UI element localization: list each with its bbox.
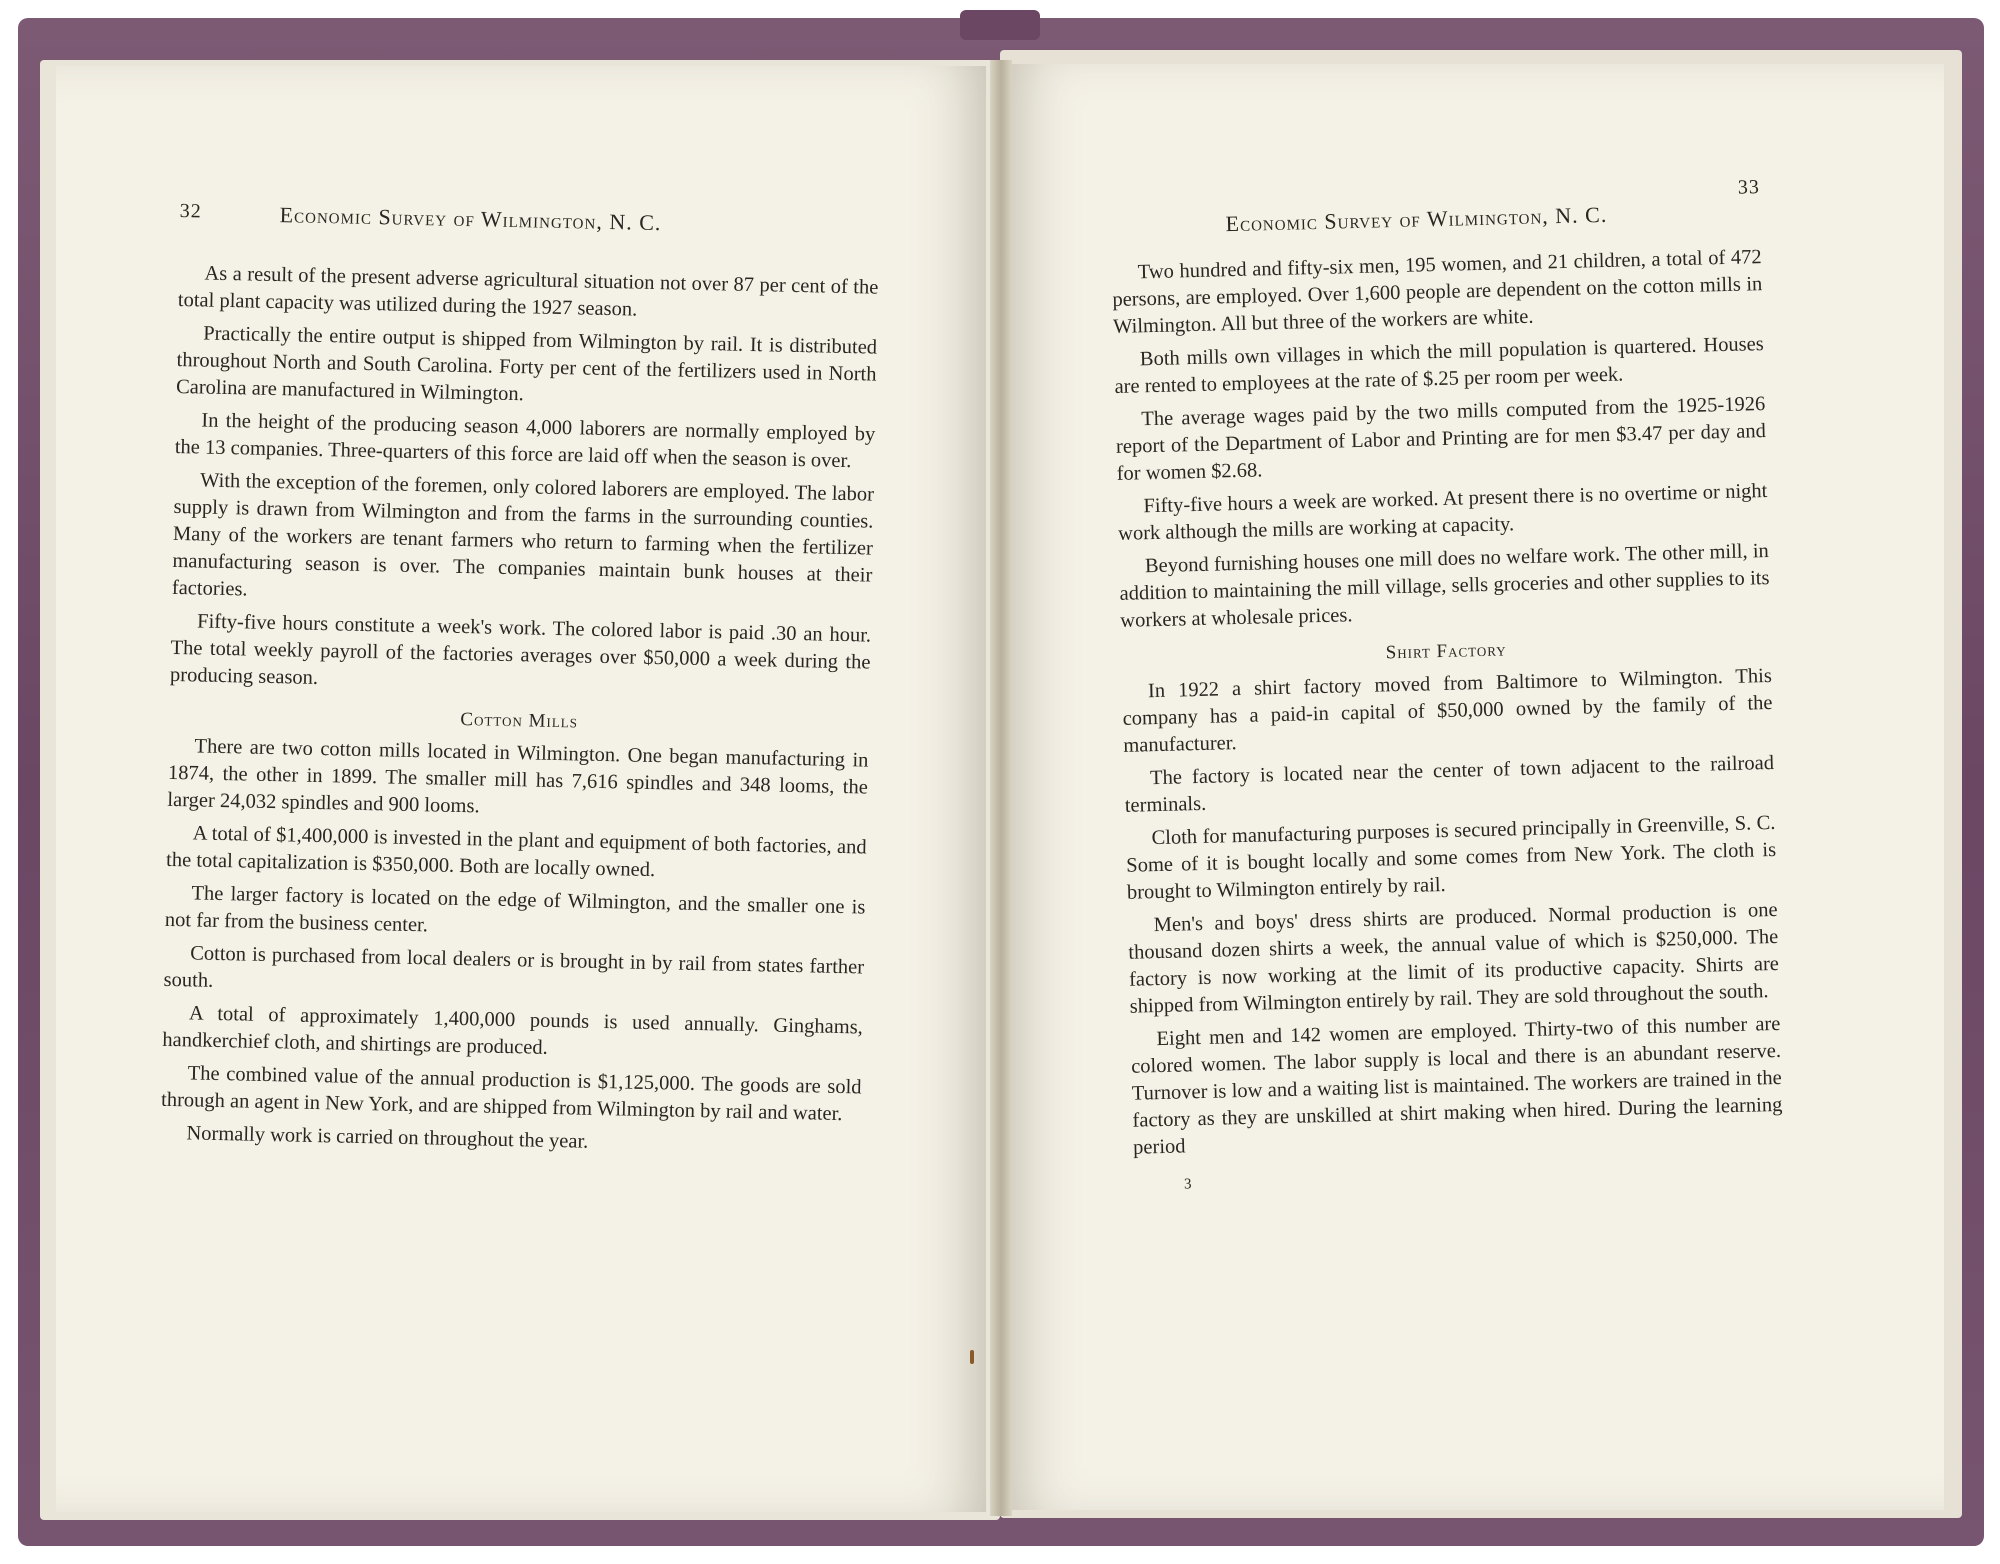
paragraph: Cloth for manufacturing purposes is secured principally in Greenville, S. C. Some of it is bought locally and some comes from New York. The cloth is brought to Wilmington entirely by rail. <box>1126 811 1777 904</box>
paragraph: Normally work is carried on throughout the year. <box>186 1122 589 1153</box>
cover-spine <box>960 10 1040 40</box>
paragraph: The factory is located near the center of town adjacent to the railroad terminals. <box>1124 751 1775 817</box>
left-header-title: Economic Survey of Wilmington, N. C. <box>279 202 662 236</box>
paragraph: Men's and boys' dress shirts are produced. Normal production is one thousand dozen shirts a week, the annual value of which is $250,000. The factory is now working at the limit of its productive capacity. Shirts are shipped from Wilmington entirely by rail. They are sold throughout the south. <box>1128 898 1780 1018</box>
paragraph: With the exception of the foremen, only colored laborers are employed. The labor supply is drawn from Wilmington and from the farms in the surrounding counties. Many of the workers are tenant farmers who return to farming when the fertilizer manufacturing season is over. The companies maintain bunk houses at their factories. <box>171 469 875 601</box>
paragraph: Fifty-five hours constitute a week's work. The colored labor is paid .30 an hour. The total weekly payroll of the factories averages over $50,000 a week during the producing season. <box>169 610 872 689</box>
right-page-text <box>1110 176 1784 1195</box>
book-gutter <box>990 60 1012 1516</box>
paragraph: Both mills own villages in which the mill population is quartered. Houses are rented to employees at the rate of $.25 per room per week. <box>1114 333 1764 398</box>
left-paragraphs-a <box>170 260 879 704</box>
paragraph: The larger factory is located on the edge of Wilmington, and the smaller one is not far from the business center. <box>164 882 866 937</box>
signature-mark: 3 <box>1183 1176 1192 1193</box>
paragraph: In the height of the producing season 4,000 laborers are normally employed by the 13 companies. Three-quarters of this force are laid off when the season is over. <box>174 409 876 473</box>
section-heading-cotton-mills: Cotton Mills <box>460 708 579 733</box>
paragraph: Two hundred and fifty-six men, 195 women, and 21 children, a total of 472 persons, are employed. Over 1,600 people are dependent on the cotton mills in Wilmington. All but three of the workers are white. <box>1112 246 1763 338</box>
paragraph: Eight men and 142 women are employed. Thirty-two of this number are colored women. The labor supply is local and there is an abundant reserve. Turnover is low and a waiting list is maintained. The workers are trained in the factory as they are unskilled at shirt making when hired. During the learning period <box>1130 1012 1783 1159</box>
paper-speck <box>970 1350 974 1364</box>
left-paragraphs-b <box>160 733 869 1162</box>
paragraph: A total of approximately 1,400,000 pounds is used annually. Ginghams, handkerchief cloth, and shirtings are produced. <box>162 1002 864 1059</box>
left-page-number: 32 <box>179 200 202 223</box>
paragraph: The average wages paid by the two mills computed from the 1925-1926 report of the Department of Labor and Printing are for men $3.47 per day and for women $2.68. <box>1115 393 1767 485</box>
paragraph: As a result of the present adverse agricultural situation not over 87 per cent of the total plant capacity was utilized during the 1927 season. <box>177 262 879 321</box>
right-paragraphs-b <box>1122 663 1784 1162</box>
paragraph: The combined value of the annual production is $1,125,000. The goods are sold through an agent in New York, and are shipped from Wilmington by rail and water. <box>160 1062 862 1126</box>
left-page-text <box>160 200 880 1167</box>
paragraph: A total of $1,400,000 is invested in the plant and equipment of both factories, and the total capitalization is $350,000. Both are locally owned. <box>165 822 867 882</box>
paragraph: Fifty-five hours a week are worked. At present there is no overtime or night work although the mills are working at capacity. <box>1117 480 1768 545</box>
section-heading-shirt-factory: Shirt Factory <box>1385 639 1507 664</box>
paragraph: Beyond furnishing houses one mill does no welfare work. The other mill, in addition to maintaining the mill village, sells groceries and other supplies to its workers at wholesale prices. <box>1119 540 1770 632</box>
paragraph: There are two cotton mills located in Wilmington. One began manufacturing in 1874, the other in 1899. The smaller mill has 7,616 spindles and 348 looms, the larger 24,032 spindles and 900 looms. <box>167 735 869 818</box>
right-page-number: 33 <box>1737 176 1761 199</box>
paragraph: Practically the entire output is shipped from Wilmington by rail. It is distributed throughout North and South Carolina. Forty per cent of the fertilizers used in North Carolina are manufactured in Wilmington. <box>175 322 878 406</box>
paragraph: Cotton is purchased from local dealers or is brought in by rail from states farther south. <box>163 942 865 992</box>
paragraph: In 1922 a shirt factory moved from Baltimore to Wilmington. This company has a paid-in capital of $50,000 owned by the family of the manufacturer. <box>1122 664 1773 757</box>
right-header-title: Economic Survey of Wilmington, N. C. <box>1225 201 1608 237</box>
right-paragraphs-a <box>1111 244 1770 635</box>
